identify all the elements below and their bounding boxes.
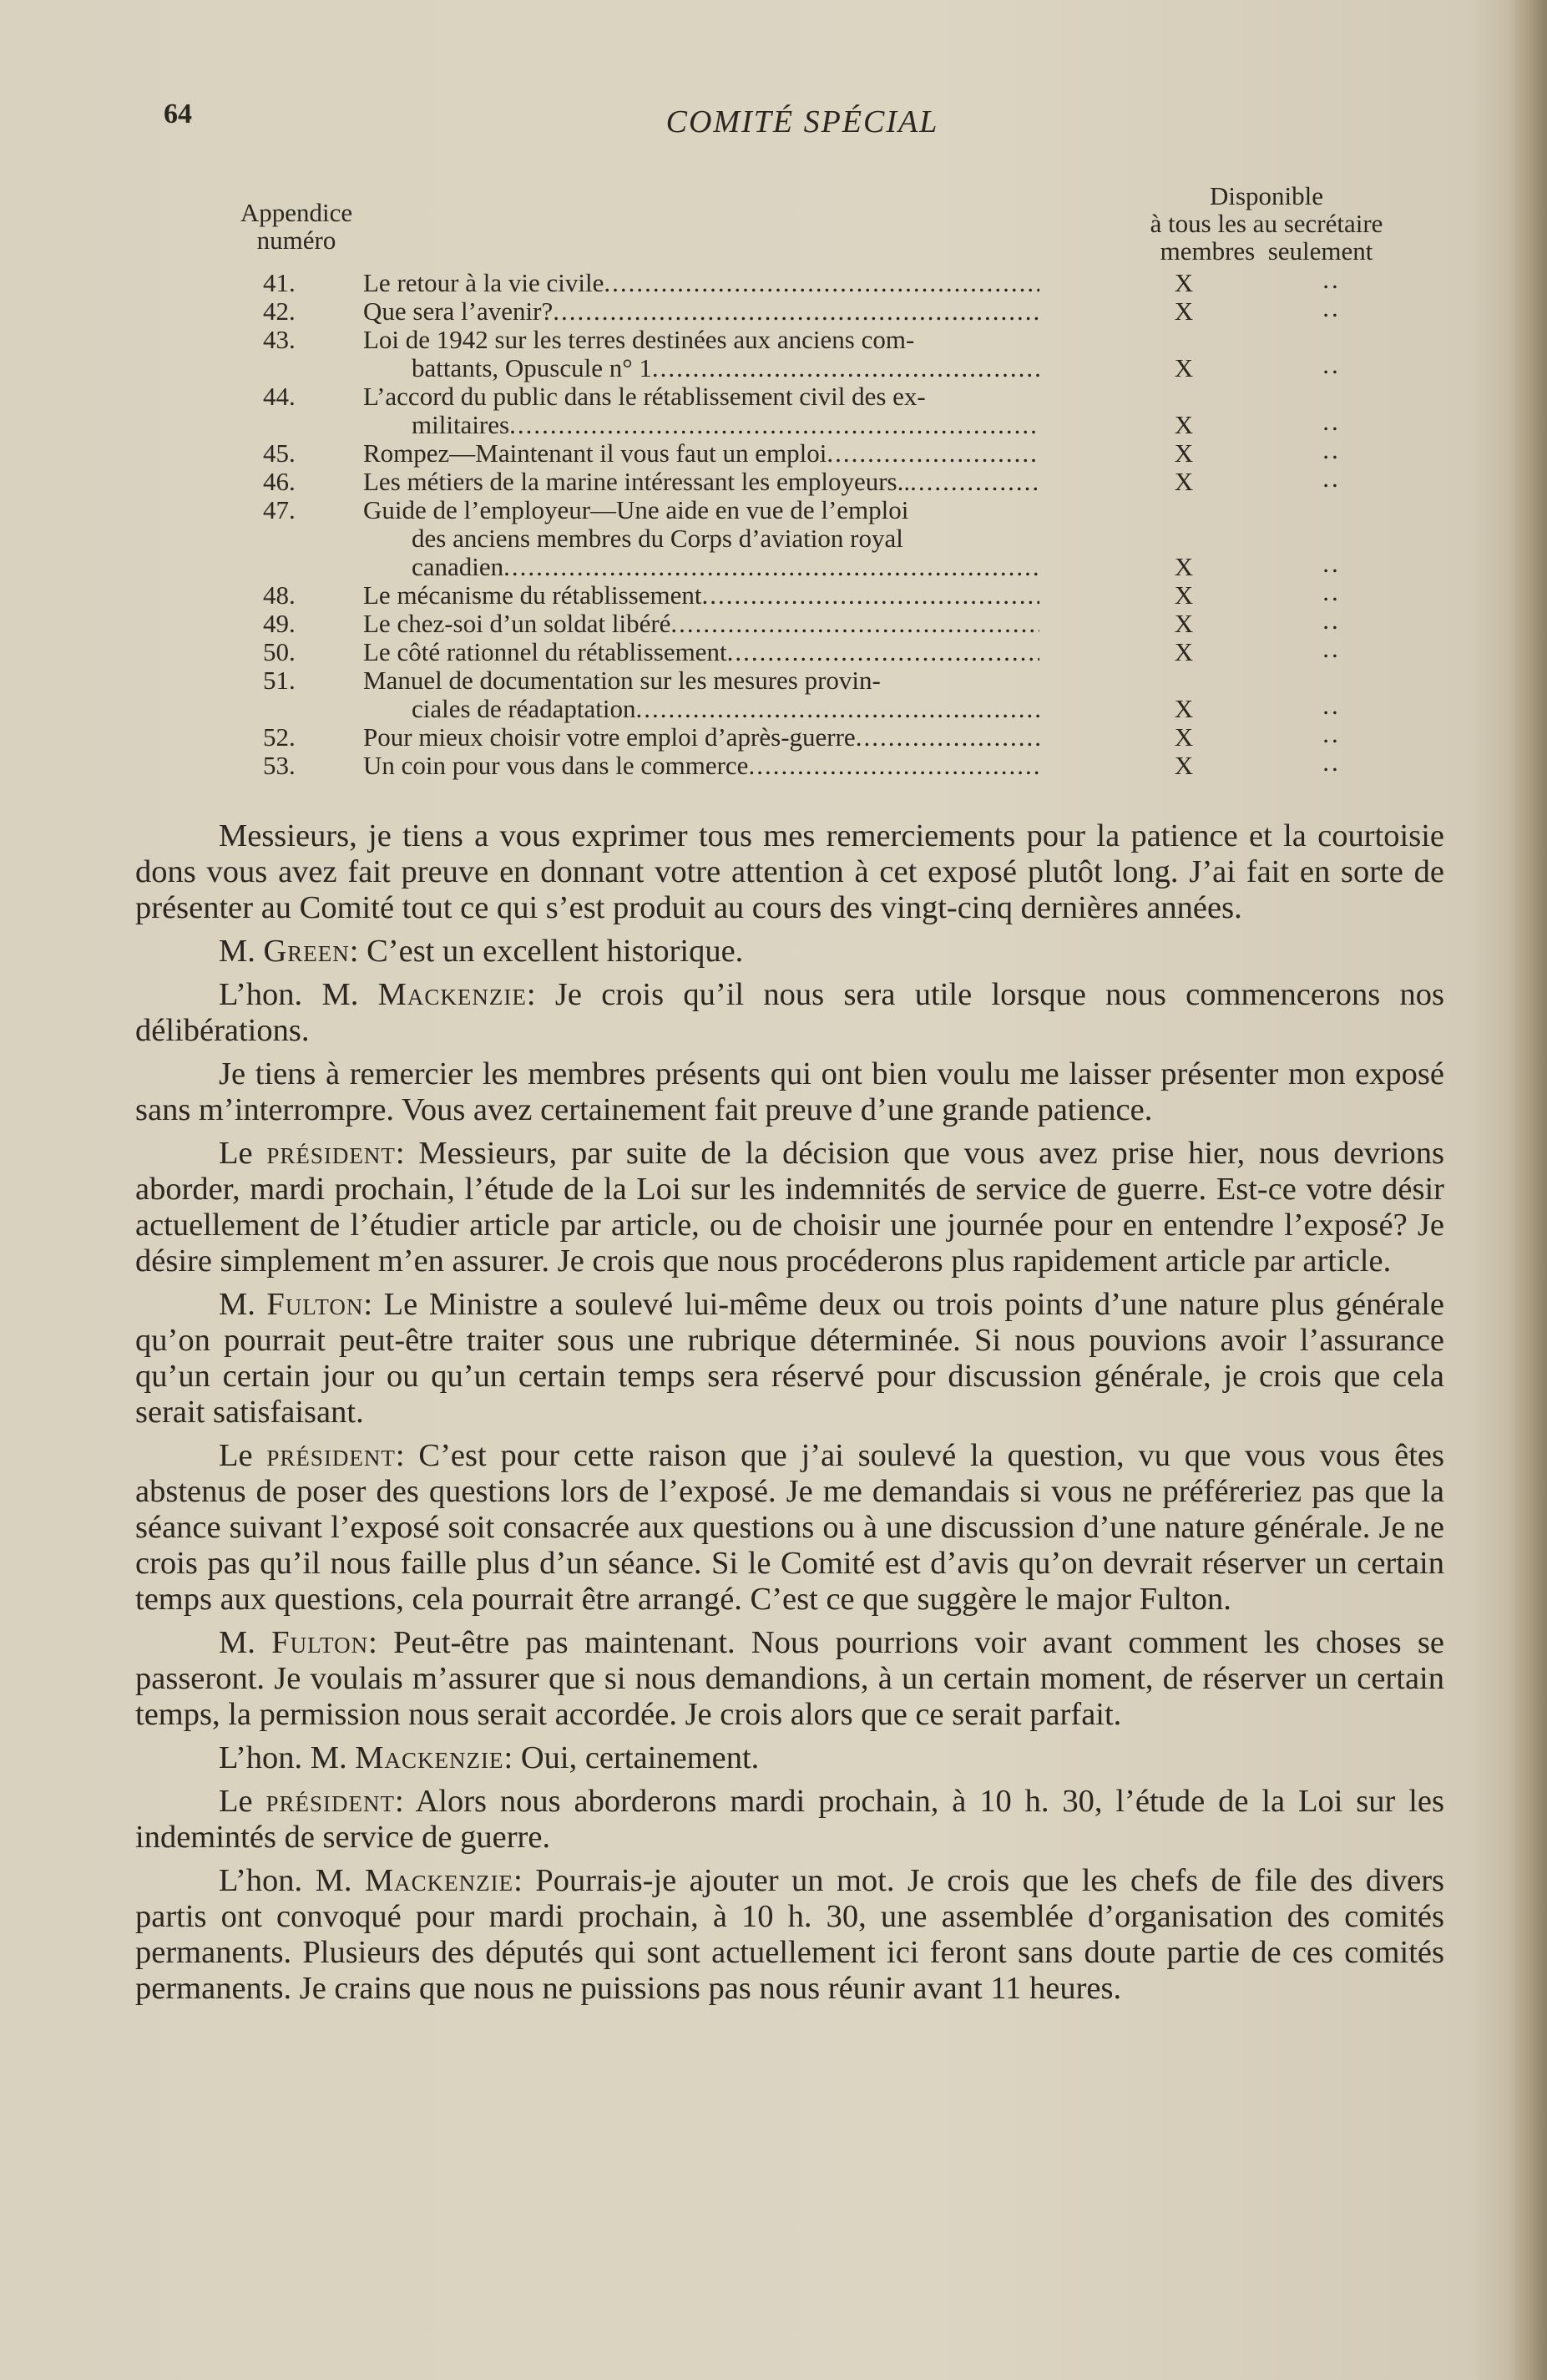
appendix-title	[363, 723, 1039, 752]
appendix-rows	[213, 265, 1415, 780]
table-row	[213, 577, 1415, 610]
col-head-line: à tous les au secrétaire	[1150, 209, 1383, 238]
speaker-name: Mackenzie	[364, 1863, 514, 1898]
secretary-only-mark: ..	[1322, 463, 1341, 493]
col-head-line: Disponible	[1209, 181, 1324, 210]
table-row	[213, 666, 1415, 723]
appendix-title-line	[363, 326, 1039, 354]
secretary-only-mark: ..	[1322, 605, 1341, 635]
available-all-mark: X	[1174, 637, 1194, 666]
appendix-title-text: Guide de l’employeur—Une aide en vue de l’emploi	[363, 495, 909, 524]
col-head-appendice	[213, 199, 380, 254]
dot-leader	[727, 638, 1039, 666]
running-head	[164, 99, 1441, 149]
secretary-only-mark: ..	[1322, 350, 1341, 379]
speaker-prefix: Le	[219, 1136, 267, 1171]
paragraph-text: : Pourrais-je ajouter un mot. Je crois que les chefs de file des divers partis ont convoqué pour mardi prochain, à 10 h. 30, une assemblée d’organisation des comités permanents. Plusieurs des députés qui sont actuellement ici feront sans doute partie de ces comités permanents. Je crains que nous ne puissions pas nous réunir avant 11 heures.	[135, 1863, 1444, 2006]
secretary-only-mark: ..	[1322, 719, 1341, 748]
available-all-mark: X	[1174, 751, 1194, 780]
table-row	[213, 719, 1415, 752]
paragraph	[135, 1287, 1444, 1431]
appendix-number: 51.	[263, 666, 296, 695]
table-row	[213, 634, 1415, 666]
appendix-title-text: L’accord du public dans le rétablissement civil des ex-	[363, 382, 926, 411]
paragraph	[135, 1740, 1444, 1776]
paragraph-text: : Messieurs, par suite de la décision que vous avez prise hier, nous devrions aborder, mardi prochain, l’étude de la Loi sur les indemnités de service de guerre. Est-ce votre désir actuellement de l’étudier article par article, ou de choisir une journée pour en entendre l’exposé? Je désire simplement m’en assurer. Je crois que nous procéderons plus rapidement article par article.	[135, 1136, 1444, 1279]
appendix-title-line	[363, 610, 1039, 638]
appendix-title-line	[363, 411, 1039, 439]
paragraph	[135, 934, 1444, 970]
appendix-title-text: battants, Opuscule n° 1	[412, 353, 652, 382]
appendix-title-text: canadien	[412, 552, 504, 581]
appendix-number: 52.	[263, 722, 296, 752]
appendix-title-line	[363, 439, 1039, 468]
appendix-title	[363, 638, 1039, 666]
appendix-title-line	[363, 666, 1039, 695]
table-row	[213, 605, 1415, 638]
dot-leader	[701, 581, 1039, 610]
available-all-mark: X	[1174, 353, 1194, 382]
available-all-mark: X	[1174, 722, 1194, 752]
paragraph-text: Messieurs, je tiens a vous exprimer tous mes remerciements pour la patience et la courtoisie dons vous avez fait preuve en donnant votre attention à cet exposé plutôt long. J’ai fait en sorte de présenter au Comité tout ce qui s’est produit au cours des vingt-cinq dernières années.	[135, 818, 1444, 925]
paragraph	[135, 1784, 1444, 1856]
appendix-title-text: Que sera l’avenir?	[363, 296, 554, 326]
dot-leader	[509, 411, 1039, 439]
appendix-number: 48.	[263, 580, 296, 610]
appendix-title	[363, 382, 1039, 439]
appendix-title-line	[363, 553, 1039, 581]
dot-leader	[503, 553, 1039, 581]
paragraph-text: : C’est pour cette raison que j’ai soulevé la question, vu que vous vous êtes abstenus de poser des questions lors de l’exposé. Je me demandais si vous ne préféreriez pas que la séance suivant l’exposé soit consacrée aux questions ou à une discussion d’une nature générale. Je ne crois pas qu’il nous faille plus d’un séance. Si le Comité est d’avis qu’on devrait réserver un certain temps aux questions, cela pourrait être arrangé. C’est ce que suggère le major Fulton.	[135, 1438, 1445, 1617]
available-all-mark: X	[1174, 467, 1194, 496]
table-row	[213, 463, 1415, 496]
table-row	[213, 496, 1415, 581]
table-row	[213, 747, 1415, 780]
paragraph	[135, 1863, 1444, 2007]
appendix-title-text: Le côté rationnel du rétablissement	[363, 637, 727, 666]
appendix-title	[363, 468, 1039, 496]
speaker-prefix: M.	[219, 934, 264, 969]
appendix-title-text: Le mécanisme du rétablissement	[363, 580, 702, 610]
dot-leader	[652, 354, 1039, 382]
appendix-title-line	[363, 382, 1039, 411]
appendix-number: 46.	[263, 467, 296, 496]
speaker-prefix: L’hon. M.	[219, 977, 378, 1012]
appendix-title-text: Les métiers de la marine intéressant les employeurs..	[363, 467, 911, 496]
body-text	[135, 818, 1444, 2014]
secretary-only-mark: ..	[1322, 549, 1341, 578]
appendix-number: 44.	[263, 382, 296, 411]
appendix-title-line	[363, 496, 1039, 524]
appendix-title-line	[363, 581, 1039, 610]
appendix-title-text: Le chez-soi d’un soldat libéré	[363, 609, 671, 638]
appendix-title	[363, 297, 1039, 326]
page-edge	[1507, 0, 1547, 2380]
appendix-title-line	[363, 269, 1039, 297]
speaker-name: président	[266, 1136, 396, 1171]
dot-leader	[553, 297, 1039, 326]
appendix-title-text: Loi de 1942 sur les terres destinées aux anciens com-	[363, 325, 915, 354]
secretary-only-mark: ..	[1322, 435, 1341, 464]
available-all-mark: X	[1174, 268, 1194, 297]
appendix-title-text: militaires	[412, 410, 510, 439]
paragraph	[135, 977, 1444, 1049]
speaker-prefix: Le	[219, 1784, 266, 1819]
appendix-title	[363, 666, 1039, 723]
available-all-mark: X	[1174, 694, 1194, 723]
available-all-mark: X	[1174, 580, 1194, 610]
paragraph-text: : Peut-être pas maintenant. Nous pourrions voir avant comment les choses se passeront. Je voulais m’assurer que si nous demandions, à un certain moment, de réserver un certain temps, la permission nous serait accordée. Je crois alors que ce serait parfait.	[135, 1625, 1444, 1732]
speaker-prefix: L’hon. M.	[219, 1863, 365, 1898]
paragraph	[135, 1056, 1444, 1128]
col-head-line: Appendice	[240, 198, 353, 227]
page-number: 64	[164, 99, 192, 129]
appendix-title	[363, 439, 1039, 468]
dot-leader	[910, 468, 1039, 496]
appendix-number: 49.	[263, 609, 296, 638]
header-title: COMITÉ SPÉCIAL	[665, 104, 939, 139]
speaker-prefix: Le	[219, 1438, 267, 1473]
speaker-prefix: L’hon. M.	[219, 1740, 356, 1775]
appendix-title-line	[363, 354, 1039, 382]
paragraph-text: : Le Ministre a soulevé lui-même deux ou trois points d’une nature plus générale qu’on pourrait peut-être traiter sous une rubrique déterminée. Si nous pouvions avoir l’assurance qu’un certain jour ou qu’un certain temps sera réservé pour discussion générale, je crois que cela serait satisfaisant.	[135, 1287, 1444, 1430]
appendix-title-line	[363, 468, 1039, 496]
table-row	[213, 293, 1415, 326]
appendix-title-text: Un coin pour vous dans le commerce	[363, 751, 749, 780]
col-head-line: membres seulement	[1160, 236, 1373, 266]
dot-leader	[748, 752, 1039, 780]
secretary-only-mark: ..	[1322, 691, 1341, 720]
appendix-title	[363, 269, 1039, 297]
secretary-only-mark: ..	[1322, 407, 1341, 436]
appendix-number: 47.	[263, 495, 296, 524]
paragraph-text: : Je crois qu’il nous sera utile lorsque nous commencerons nos délibérations.	[135, 977, 1444, 1048]
appendix-title-text: Rompez—Maintenant il vous faut un emploi	[363, 438, 827, 468]
secretary-only-mark: ..	[1322, 747, 1341, 777]
appendix-title	[363, 326, 1039, 382]
appendix-number: 43.	[263, 325, 296, 354]
appendix-title-line	[363, 695, 1039, 723]
appendix-number: 50.	[263, 637, 296, 666]
table-row	[213, 435, 1415, 468]
appendix-number: 42.	[263, 296, 296, 326]
paragraph	[135, 1625, 1444, 1733]
available-all-mark: X	[1174, 296, 1194, 326]
secretary-only-mark: ..	[1322, 634, 1341, 663]
dot-leader	[636, 695, 1039, 723]
speaker-name: Green	[263, 934, 350, 969]
appendix-title-line	[363, 638, 1039, 666]
appendix-title	[363, 610, 1039, 638]
paragraph-text: : Oui, certainement.	[503, 1740, 760, 1775]
paragraph-text: : Alors nous aborderons mardi prochain, à 10 h. 30, l’étude de la Loi sur les indemintés de service de guerre.	[135, 1784, 1444, 1855]
speaker-name: Mackenzie	[377, 977, 527, 1012]
dot-leader	[604, 269, 1039, 297]
appendix-title-text: Manuel de documentation sur les mesures provin-	[363, 666, 881, 695]
available-all-mark: X	[1174, 552, 1194, 581]
dot-leader	[856, 723, 1039, 752]
table-row	[213, 382, 1415, 439]
appendix-title-text: Pour mieux choisir votre emploi d’après-guerre	[363, 722, 856, 752]
appendix-title	[363, 752, 1039, 780]
appendix-title-line	[363, 524, 1039, 553]
paragraph-text: Je tiens à remercier les membres présents qui ont bien voulu me laisser présenter mon exposé sans m’interrompre. Vous avez certainement fait preuve d’une grande patience.	[135, 1056, 1444, 1127]
secretary-only-mark: ..	[1322, 293, 1341, 322]
available-all-mark: X	[1174, 609, 1194, 638]
speaker-name: président	[266, 1438, 396, 1473]
speaker-prefix: M.	[219, 1625, 272, 1660]
dot-leader	[670, 610, 1039, 638]
appendix-title-text: ciales de réadaptation	[412, 694, 636, 723]
appendix-title-text: des anciens membres du Corps d’aviation royal	[412, 524, 903, 553]
available-all-mark: X	[1174, 438, 1194, 468]
paragraph	[135, 1136, 1444, 1279]
paragraph	[135, 1438, 1444, 1618]
table-row	[213, 265, 1415, 297]
appendix-title	[363, 581, 1039, 610]
paragraph	[135, 818, 1444, 926]
secretary-only-mark: ..	[1322, 577, 1341, 606]
dot-leader	[827, 439, 1039, 468]
appendix-title	[363, 496, 1039, 581]
speaker-name: président	[265, 1784, 395, 1819]
speaker-name: Fulton	[266, 1287, 364, 1322]
available-all-mark: X	[1174, 410, 1194, 439]
col-head-line: numéro	[256, 225, 336, 255]
paragraph-text: : C’est un excellent historique.	[349, 934, 744, 969]
appendix-number: 53.	[263, 751, 296, 780]
appendix-title-text: Le retour à la vie civile	[363, 268, 604, 297]
appendix-title-line	[363, 723, 1039, 752]
table-row	[213, 326, 1415, 382]
appendix-number: 41.	[263, 268, 296, 297]
speaker-prefix: M.	[219, 1287, 267, 1322]
appendix-title-line	[363, 752, 1039, 780]
secretary-only-mark: ..	[1322, 265, 1341, 294]
appendix-title-line	[363, 297, 1039, 326]
appendix-number: 45.	[263, 438, 296, 468]
col-head-disponible	[1116, 182, 1417, 265]
speaker-name: Mackenzie	[355, 1740, 504, 1775]
appendix-table	[213, 182, 1415, 808]
speaker-name: Fulton	[271, 1625, 369, 1660]
